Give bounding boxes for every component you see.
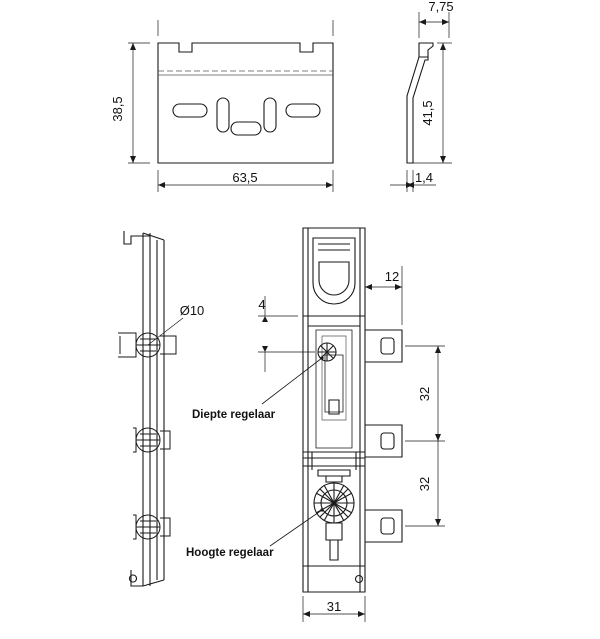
dimension-top-right-height: 41,5 (420, 100, 435, 126)
top-left-view (158, 43, 333, 163)
dimension-spacing-upper: 32 (417, 386, 432, 402)
top-left-dimension-lines (128, 20, 333, 192)
bottom-center-front-view (303, 228, 365, 592)
dimension-bottom-width: 31 (326, 599, 342, 614)
dimension-spacing-lower: 32 (417, 476, 432, 492)
dimension-tab-width: 12 (384, 269, 400, 284)
callout-height-adjuster: Hoogte regelaar (186, 547, 274, 559)
callout-leaders (262, 356, 324, 546)
callout-depth-adjuster: Diepte regelaar (192, 409, 276, 421)
tab-spacing-dimensions (405, 346, 445, 526)
dimension-offset-small: 4 (258, 297, 266, 312)
hole-diameter-leader (148, 318, 183, 345)
height-adjuster-gear (314, 483, 354, 523)
dimension-top-right-thickness: 1,4 (414, 170, 434, 185)
bottom-left-rollers (118, 333, 176, 539)
bottom-right-tabs (365, 330, 402, 542)
dimension-top-right-width: 7,75 (428, 0, 454, 14)
dimension-hole-diameter: Ø10 (179, 303, 205, 318)
dimension-top-left-height: 38,5 (110, 96, 125, 122)
offset-small-dimension (258, 296, 315, 372)
dimension-top-left-width: 63,5 (232, 170, 258, 185)
